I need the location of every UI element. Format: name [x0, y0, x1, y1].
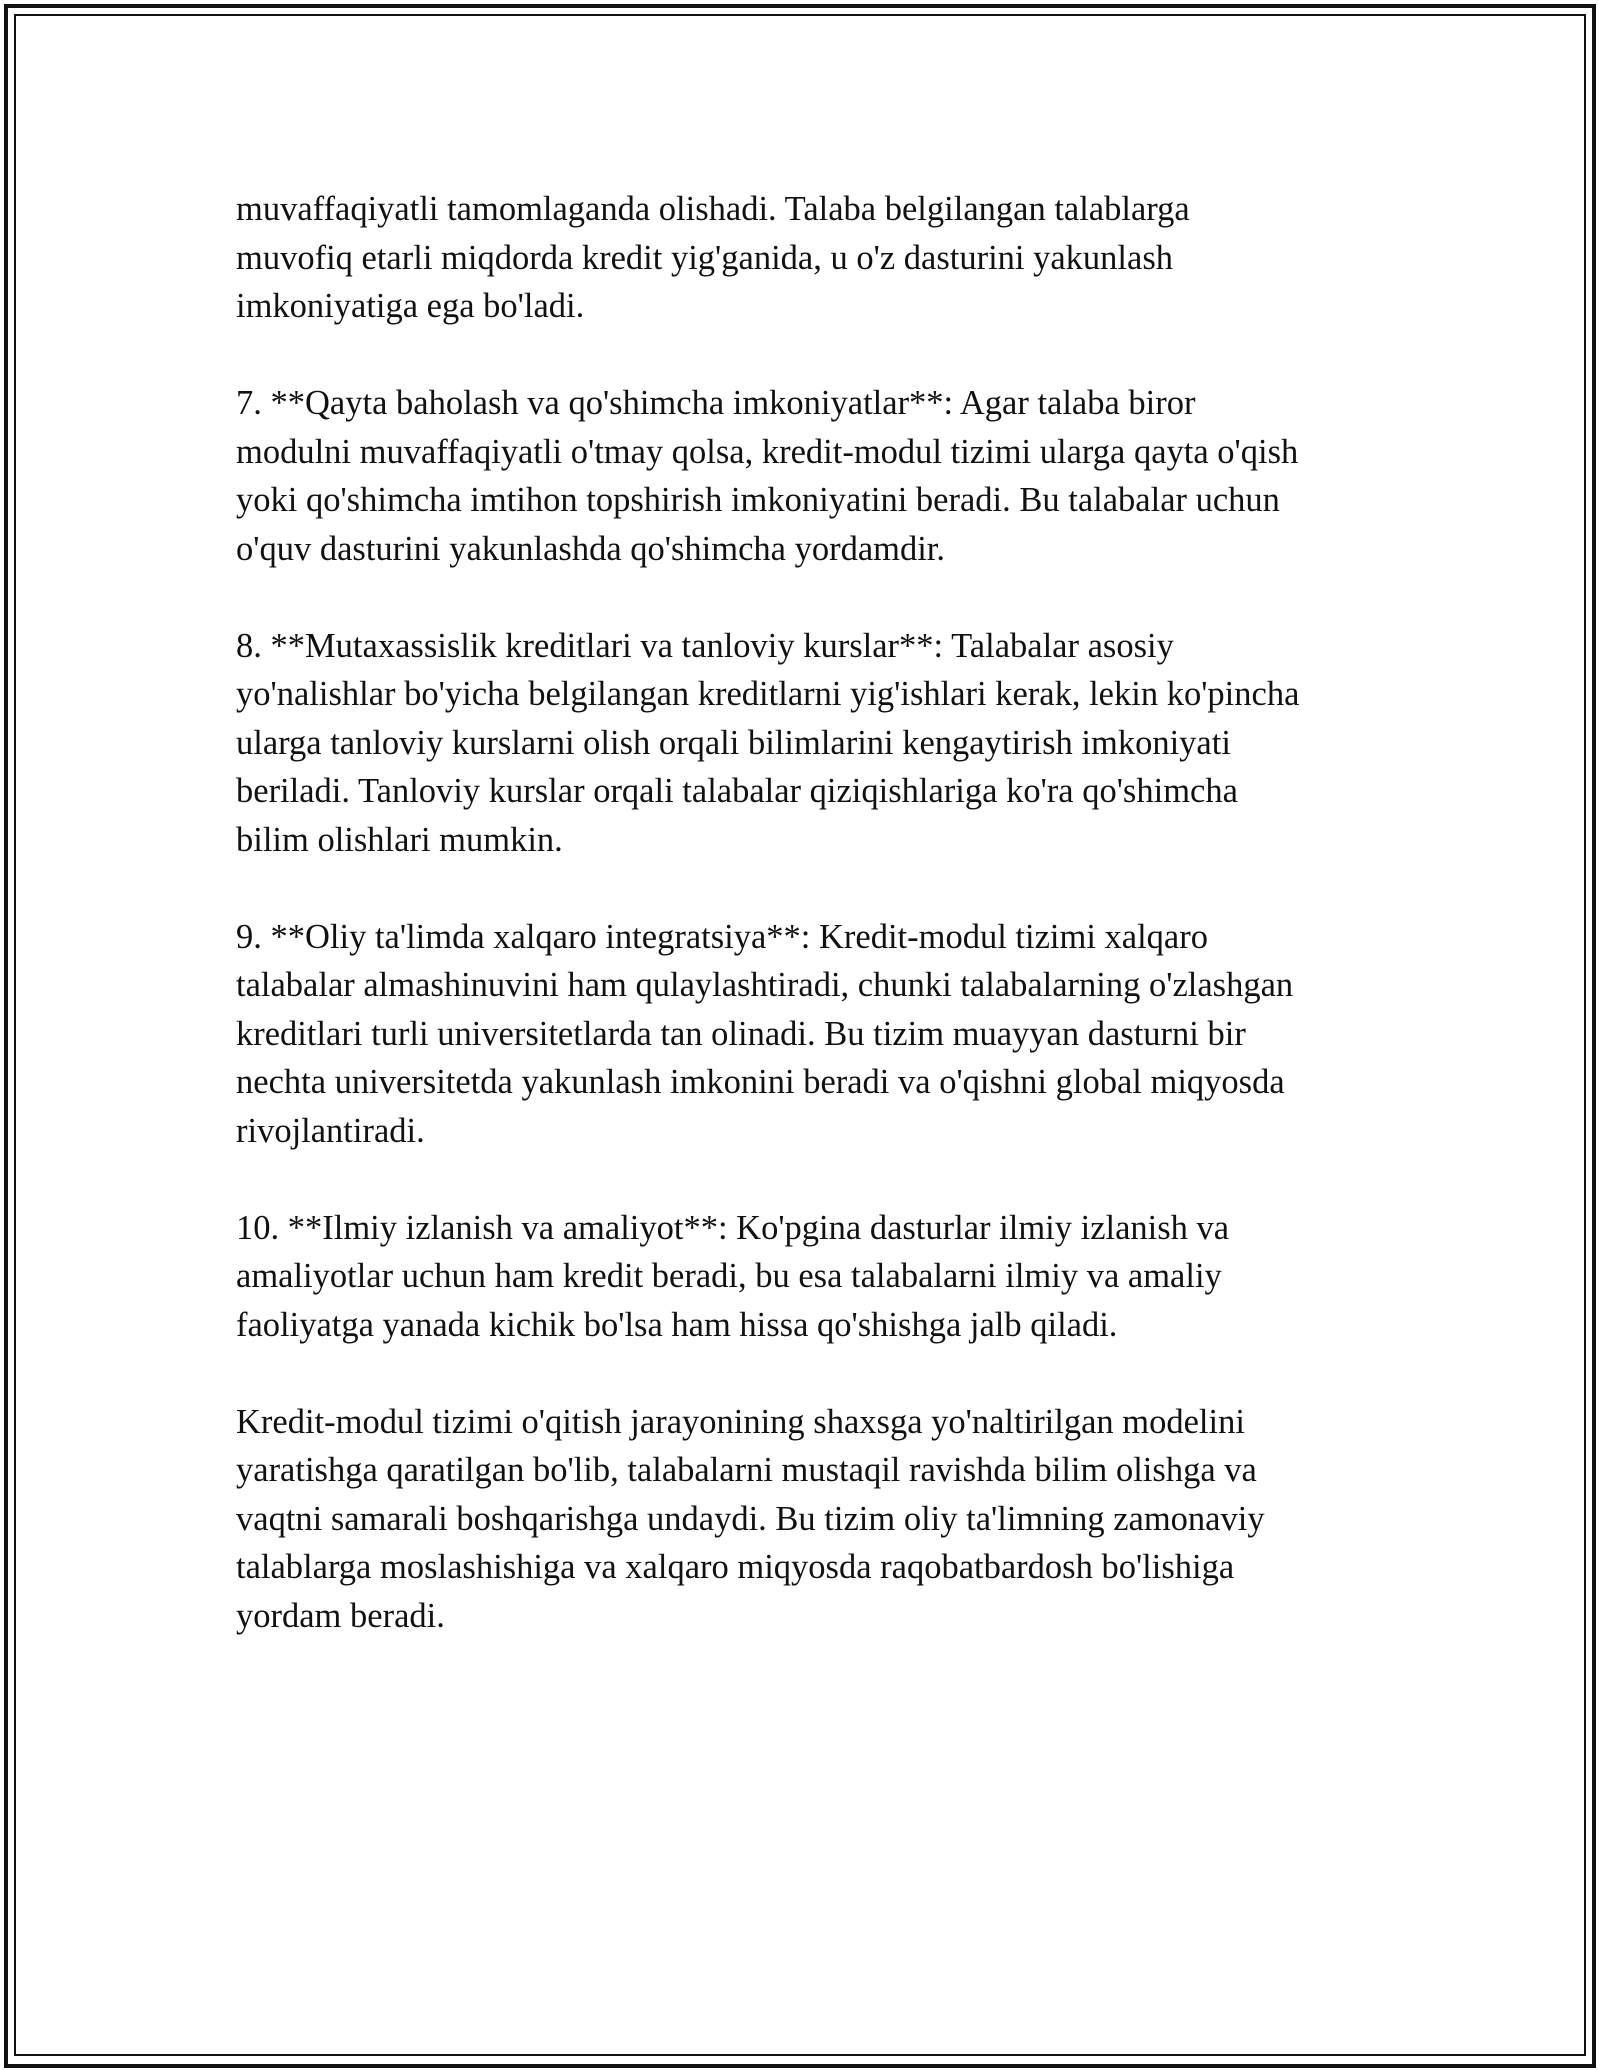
paragraph-continuation: muvaffaqiyatli tamomlaganda olishadi. Talaba belgilangan talablarga muvofiq etarli miqdorda kredit yig'ganida, u o'z dasturini yakunlash imkoniyatiga ega bo'ladi. [236, 190, 1190, 325]
paragraph-conclusion: Kredit-modul tizimi o'qitish jarayonining shaxsga yo'naltirilgan modelini yaratishga qaratilgan bo'lib, talabalarni mustaqil ravishda bilim olishga va vaqtni samarali boshqarishga undaydi. Bu tizim oliy ta'limning zamonaviy talablarga moslashishiga va xalqaro miqyosda raqobatbardosh bo'lishiga yordam beradi. [236, 1402, 1265, 1635]
paragraph-item-10: 10. **Ilmiy izlanish va amaliyot**: Ko'pgina dasturlar ilmiy izlanish va amaliyotlar uchun ham kredit beradi, bu esa talabalarni ilmiy va amaliy faoliyatga yanada kichik bo'lsa ham hissa qo'shishga jalb qiladi. [236, 1208, 1230, 1344]
paragraph-item-9: 9. **Oliy ta'limda xalqaro integratsiya**: Kredit-modul tizimi xalqaro talabalar almashinuvini ham qulaylashtiradi, chunki talabalarning o'zlashgan kreditlari turli universitetlarda tan olinadi. Bu tizim muayyan dasturni bir nechta universitetda yakunlash imkonini beradi va o'qishni global miqyosda rivojlantiradi. [236, 917, 1294, 1150]
document-body [236, 185, 1386, 1640]
paragraph-item-7: 7. **Qayta baholash va qo'shimcha imkoniyatlar**: Agar talaba biror modulni muvaffaqiyatli o'tmay qolsa, kredit-modul tizimi ularga qayta o'qish yoki qo'shimcha imtihon topshirish imkoniyatini beradi. Bu talabalar uchun o'quv dasturini yakunlashda qo'shimcha yordamdir. [236, 384, 1299, 568]
paragraph-item-8: 8. **Mutaxassislik kreditlari va tanloviy kurslar**: Talabalar asosiy yo'nalishlar bo'yicha belgilangan kreditlarni yig'ishlari kerak, lekin ko'pincha ularga tanloviy kurslarni olish orqali bilimlarini kengaytirish imkoniyati beriladi. Tanloviy kurslar orqali talabalar qiziqishlariga ko'ra qo'shimcha bilim olishlari mumkin. [236, 626, 1300, 859]
